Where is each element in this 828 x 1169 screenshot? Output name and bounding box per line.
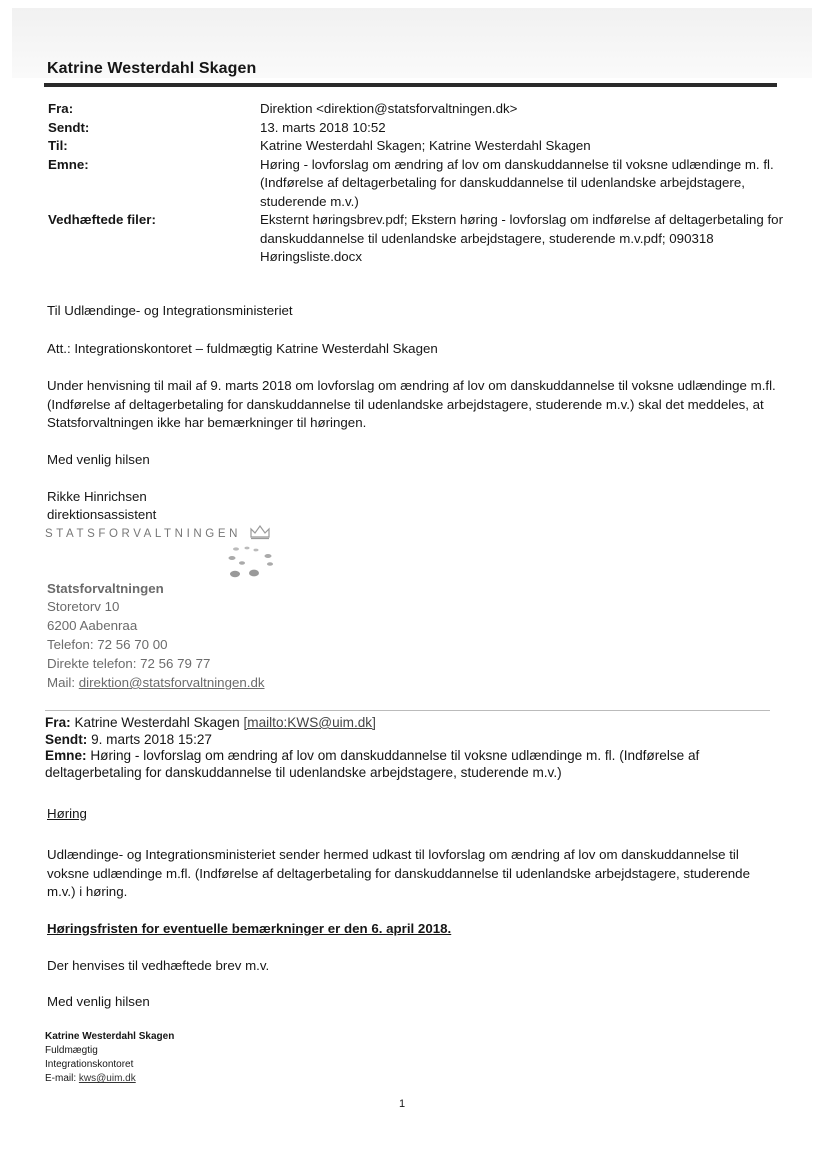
signer-name: Rikke Hinrichsen bbox=[47, 489, 147, 504]
fwd-from-value: Katrine Westerdahl Skagen bbox=[70, 715, 244, 730]
mail-link[interactable]: direktion@statsforvaltningen.dk bbox=[78, 675, 265, 690]
mail-label: Mail: bbox=[47, 675, 79, 690]
fwd-deadline: Høringsfristen for eventuelle bemærkninger er den 6. april 2018. bbox=[47, 921, 452, 936]
fwd-greeting: Med venlig hilsen bbox=[47, 994, 150, 1009]
fwd-sent-row bbox=[45, 732, 785, 749]
fwd-subject-value: Høring - lovforslag om ændring af lov om danskuddannelse til voksne udlændinge m. fl. (Indførelse af deltagerbetaling for danskuddannelse til udenlandske arbejdstagere, studerende m.v.) bbox=[45, 748, 700, 780]
email-header bbox=[48, 100, 788, 267]
fwd-sig-name: Katrine Westerdahl Skagen bbox=[45, 1031, 175, 1042]
org-street: Storetorv 10 bbox=[47, 599, 120, 614]
fwd-subject-label: Emne: bbox=[45, 748, 87, 763]
org-name: Statsforvaltningen bbox=[47, 581, 164, 596]
fwd-body: Udlændinge- og Integrationsministeriet sender hermed udkast til lovforslag om ændring af lov om danskuddannelse til voksne udlændinge m.fl. (Indførelse af deltagerbetaling for danskuddannelse til udenlandske arbejdstagere, studerende m.v.) i høring. bbox=[47, 847, 750, 899]
forward-separator bbox=[45, 710, 770, 711]
fwd-email-link[interactable]: kws@uim.dk bbox=[78, 1073, 136, 1084]
statsforvaltningen-logo-text: STATSFORVALTNINGEN bbox=[45, 528, 241, 540]
org-phone: Telefon: 72 56 70 00 bbox=[47, 637, 168, 652]
fwd-subject-row bbox=[45, 748, 785, 781]
org-mail-line bbox=[47, 674, 782, 693]
sent-value: 13. marts 2018 10:52 bbox=[260, 119, 386, 135]
reply-greeting: Med venlig hilsen bbox=[47, 452, 150, 467]
from-label: Fra: bbox=[48, 101, 74, 116]
sent-label: Sendt: bbox=[48, 119, 90, 135]
fwd-mailto-link[interactable]: [mailto:KWS@uim.dk] bbox=[243, 715, 376, 730]
fwd-from-row bbox=[45, 715, 785, 732]
fwd-sig-office: Integrationskontoret bbox=[45, 1059, 134, 1070]
header-to-row bbox=[48, 137, 788, 156]
fwd-sent-value: 9. marts 2018 15:27 bbox=[87, 731, 212, 747]
from-value: Direktion <direktion@statsforvaltningen.dk> bbox=[260, 101, 518, 116]
page-number: 1 bbox=[399, 1098, 406, 1110]
signer-title: direktionsassistent bbox=[47, 507, 157, 522]
fwd-heading: Høring bbox=[47, 806, 87, 821]
fwd-refer: Der henvises til vedhæftede brev m.v. bbox=[47, 958, 270, 973]
org-direct-phone: Direkte telefon: 72 56 79 77 bbox=[47, 656, 211, 671]
fwd-sent-label: Sendt: bbox=[45, 731, 88, 747]
title-rule bbox=[44, 83, 777, 87]
forwarded-header bbox=[45, 715, 785, 781]
crown-icon bbox=[249, 524, 271, 545]
attachments-value: Eksternt høringsbrev.pdf; Ekstern høring - lovforslag om indførelse af deltagerbetaling for danskuddannelse til udenlandske arbejdstagere, studerende m.v.pdf; 090318 Høringsliste.docx bbox=[260, 212, 783, 264]
fwd-sig-email-line bbox=[45, 1072, 136, 1086]
attachments-label: Vedhæftede filer: bbox=[48, 212, 156, 227]
subject-label: Emne: bbox=[48, 156, 89, 172]
reply-att-line: Att.: Integrationskontoret – fuldmægtig Katrine Westerdahl Skagen bbox=[47, 341, 438, 356]
reply-to-line: Til Udlændinge- og Integrationsministeriet bbox=[47, 303, 293, 318]
header-attachments-row bbox=[48, 211, 788, 267]
document-title: Katrine Westerdahl Skagen bbox=[47, 60, 257, 77]
to-label: Til: bbox=[48, 138, 68, 153]
fwd-sig-title: Fuldmægtig bbox=[45, 1045, 98, 1056]
header-sent-row bbox=[48, 119, 788, 138]
reply-body: Under henvisning til mail af 9. marts 2018 om lovforslag om ændring af lov om danskuddannelse til voksne udlændinge m.fl. (Indførelse af deltagerbetaling for danskuddannelse til udenlandske arbejdstagere, studerende m.v.) skal det meddeles, at Statsforvaltningen ikke har bemærkninger til høringen. bbox=[47, 378, 776, 430]
header-from-row bbox=[48, 100, 788, 119]
to-value: Katrine Westerdahl Skagen; Katrine Westerdahl Skagen bbox=[260, 138, 591, 153]
org-city: 6200 Aabenraa bbox=[47, 618, 138, 633]
subject-value: Høring - lovforslag om ændring af lov om danskuddannelse til voksne udlændinge m. fl. (Indførelse af deltagerbetaling for danskuddannelse til udenlandske arbejdstagere, studerende m.v.) bbox=[260, 156, 774, 209]
fwd-from-label: Fra: bbox=[45, 715, 71, 730]
fwd-email-label: E-mail: bbox=[45, 1073, 79, 1084]
header-subject-row bbox=[48, 156, 788, 212]
